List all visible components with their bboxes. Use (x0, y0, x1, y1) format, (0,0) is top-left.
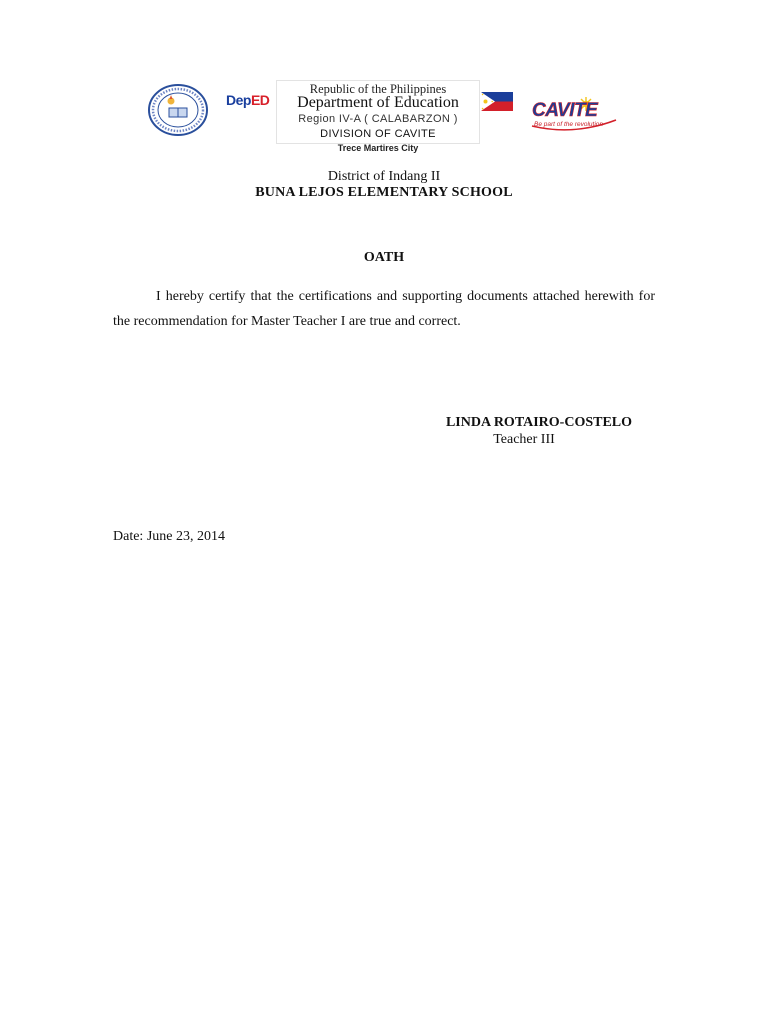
letterhead-region: Region IV-A ( CALABARZON ) (298, 113, 458, 125)
signatory-name: LINDA ROTAIRO-COSTELO (445, 415, 633, 430)
signatory-position: Teacher III (493, 432, 555, 447)
letterhead-city: Trece Martires City (337, 143, 419, 153)
letterhead-division: DIVISION OF CAVITE (320, 128, 436, 140)
cavite-logo-word: CAVITE (532, 100, 598, 121)
philippine-flag-icon (481, 92, 513, 111)
district-name: District of Indang II (327, 169, 441, 184)
date-line: Date: June 23, 2014 (113, 529, 225, 544)
oath-paragraph: I hereby certify that the certifications and supporting documents attached herewith for the recommendation for Master Teacher I are true and correct. (113, 289, 655, 329)
school-name: BUNA LEJOS ELEMENTARY SCHOOL (255, 185, 513, 200)
deped-logo: DepED (226, 92, 270, 108)
school-seal-logo (146, 82, 210, 138)
letterhead-republic: Republic of the Philippines (309, 82, 447, 96)
cavite-logo-tagline: Be part of the revolution (534, 121, 604, 128)
letterhead-department: Department of Education (297, 94, 459, 111)
document-title: OATH (363, 250, 405, 265)
